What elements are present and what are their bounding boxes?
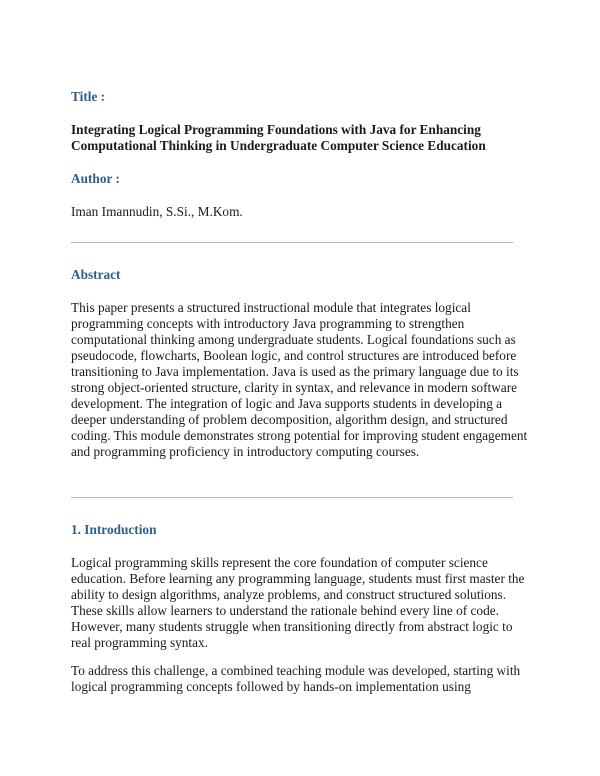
title-label: Title : <box>71 89 106 104</box>
introduction-heading: 1. Introduction <box>71 522 157 537</box>
abstract-heading: Abstract <box>71 267 121 282</box>
paper-title: Integrating Logical Programming Foundations with Java for Enhancing Computational Thinking in Undergraduate Computer Science Education <box>71 122 486 153</box>
introduction-paragraph-2: To address this challenge, a combined teaching module was developed, starting with logical programming concepts followed by hands-on implementation using <box>71 663 521 694</box>
abstract-text: This paper presents a structured instructional module that integrates logical programming concepts with introductory Java programming to strengthen computational thinking among undergraduate students. Logical foundations such as pseudocode, flowcharts, Boolean logic, and control structures are introduced before transitioning to Java implementation. Java is used as the primary language due to its strong object-oriented structure, clarity in syntax, and relevance in modern software development. The integration of logic and Java supports students in developing a deeper understanding of problem decomposition, algorithm design, and structured coding. This module demonstrates strong potential for improving student engagement and programming proficiency in introductory computing courses. <box>71 300 528 459</box>
author-name: Iman Imannudin, S.Si., M.Kom. <box>71 204 243 219</box>
divider <box>71 242 513 243</box>
author-label: Author : <box>71 171 120 186</box>
introduction-paragraph-1: Logical programming skills represent the core foundation of computer science education. Before learning any programming language, students must first master the ability to design algorithms, analyze problems, and construct structured solutions. These skills allow learners to understand the rationale behind every line of code. However, many students struggle when transitioning directly from abstract logic to real programming syntax. <box>71 555 525 650</box>
divider <box>71 497 513 498</box>
